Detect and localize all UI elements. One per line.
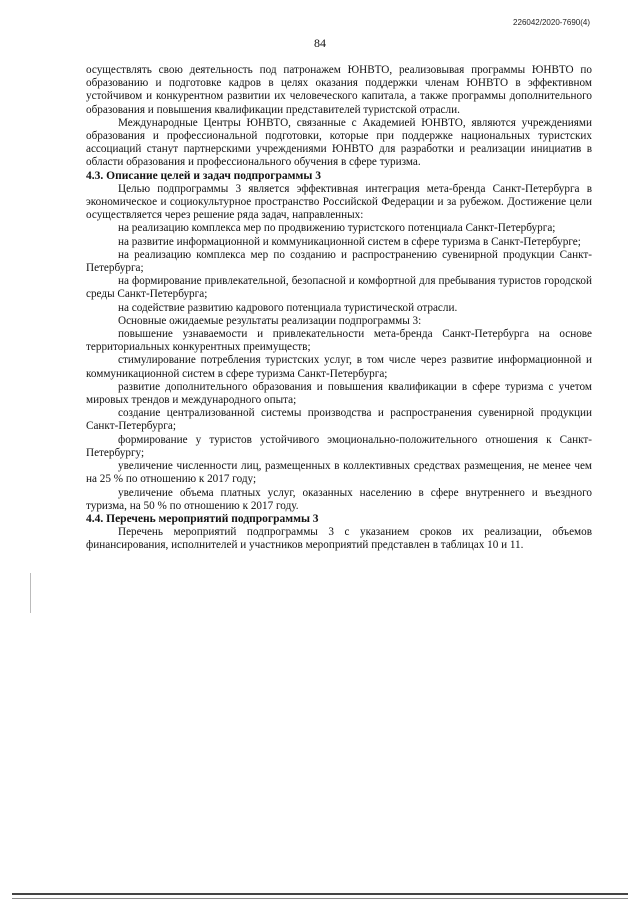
result-item: увеличение объема платных услуг, оказанных населению в сфере внутреннего и въездного туризма, на 50 % по отношению к 2017 году. xyxy=(86,486,592,512)
scan-edge-line xyxy=(12,893,628,895)
result-item: развитие дополнительного образования и повышения квалификации в сфере туризма с учетом мировых трендов и международного опыта; xyxy=(86,380,592,407)
result-item: стимулирование потребления туристских услуг, в том числе через развитие информационной и коммуникационной систем в сфере туризма Санкт-Петербурга; xyxy=(86,354,592,380)
margin-mark xyxy=(30,573,31,613)
task-item: на реализацию комплекса мер по продвижению туристского потенциала Санкт-Петербурга; xyxy=(118,222,556,235)
section-heading-4-3: 4.3. Описание целей и задач подпрограммы 3 xyxy=(86,169,321,182)
result-item: создание централизованной системы производства и распространения сувенирной продукции Санкт-Петербурга; xyxy=(86,407,592,433)
scan-edge-line xyxy=(12,898,628,899)
document-body xyxy=(86,64,592,553)
result-item: формирование у туристов устойчивого эмоционально-положительного отношения к Санкт-Петербургу; xyxy=(86,433,592,459)
task-item: на формирование привлекательной, безопасной и комфортной для пребывания туристов городской среды Санкт-Петербурга; xyxy=(86,275,592,301)
paragraph: осуществлять свою деятельность под патронажем ЮНВТО, реализовывая программы ЮНВТО по образованию и подготовке кадров в целях оказания поддержки членам ЮНВТО в эффективном устойчивом и конкурентном развитии их человеческого капитала, а также программы дополнительного образования и повышения квалификации представителей туристской отрасли. xyxy=(86,64,592,116)
paragraph: Перечень мероприятий подпрограммы 3 с указанием сроков их реализации, объемов финансирования, исполнителей и участников мероприятий представлен в таблицах 10 и 11. xyxy=(86,526,592,552)
task-item: на реализацию комплекса мер по созданию и распространению сувенирной продукции Санкт-Петербурга; xyxy=(86,248,592,275)
section-heading-4-4: 4.4. Перечень мероприятий подпрограммы 3 xyxy=(86,512,319,525)
document-id: 226042/2020-7690(4) xyxy=(513,18,590,27)
result-item: повышение узнаваемости и привлекательности мета-бренда Санкт-Петербурга на основе территориальных конкурентных преимуществ; xyxy=(86,328,592,354)
task-item: на развитие информационной и коммуникационной систем в сфере туризма в Санкт-Петербурге; xyxy=(118,235,581,248)
results-intro: Основные ожидаемые результаты реализации подпрограммы 3: xyxy=(118,314,422,327)
page-number: 84 xyxy=(314,36,326,50)
task-item: на содействие развитию кадрового потенциала туристической отрасли. xyxy=(118,301,458,314)
result-item: увеличение численности лиц, размещенных в коллективных средствах размещения, не менее чем на 25 % по отношению к 2017 году; xyxy=(86,460,592,486)
paragraph: Международные Центры ЮНВТО, связанные с Академией ЮНВТО, являются учреждениями образования и профессиональной подготовки, которые при поддержке национальных туристских ассоциаций станут партнерскими учреждениями ЮНВТО для разработки и реализации инициатив в области образования и профессионального обучения в сфере туризма. xyxy=(86,116,592,169)
goal-paragraph: Целью подпрограммы 3 является эффективная интеграция мета-бренда Санкт-Петербурга в экономическое и социокультурное пространство Российской Федерации и за рубежом. Достижение цели осуществляется через решение ряда задач, направленных: xyxy=(86,182,592,222)
